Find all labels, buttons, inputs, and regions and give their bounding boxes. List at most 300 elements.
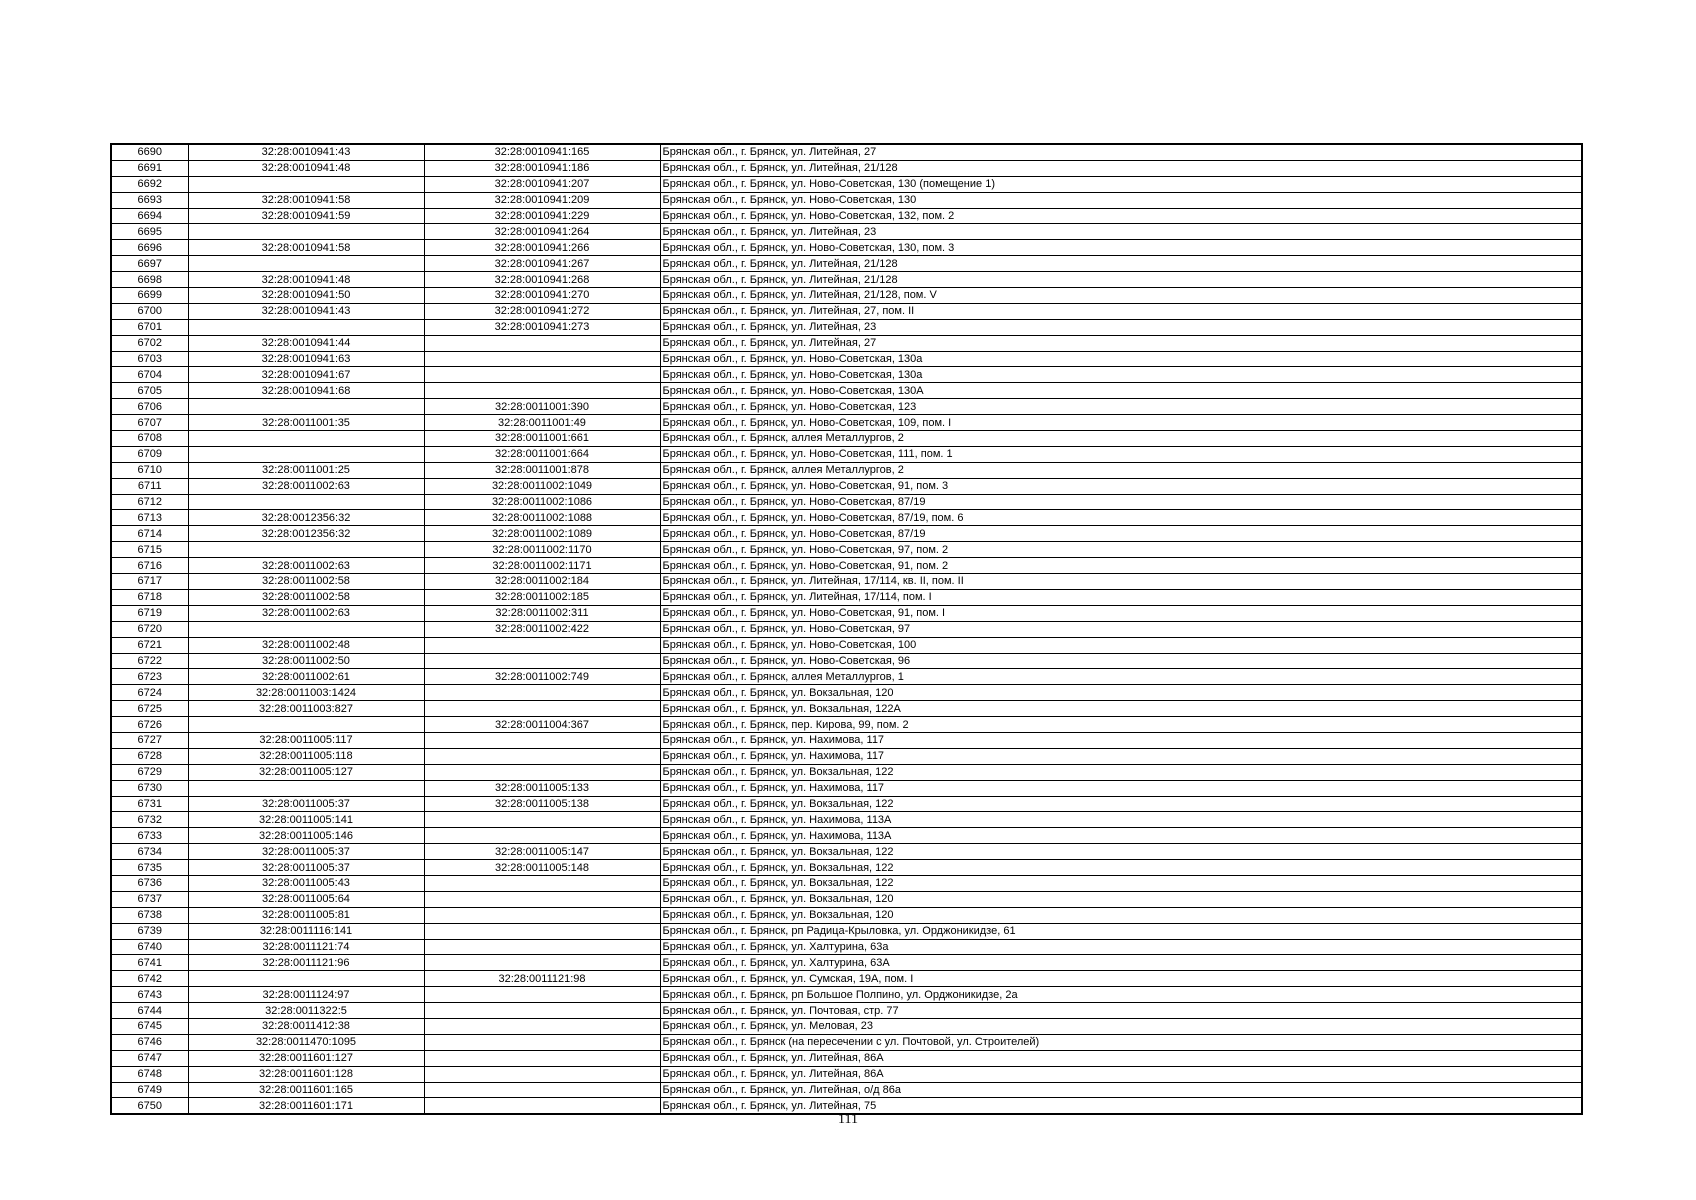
row-number-cell: 6715 <box>111 542 188 558</box>
row-number-cell: 6727 <box>111 732 188 748</box>
address-cell: Брянская обл., г. Брянск, ул. Литейная, 23 <box>660 224 1582 240</box>
row-number-cell: 6748 <box>111 1066 188 1082</box>
object-cadastral-number-cell: 32:28:0011001:664 <box>424 446 660 462</box>
row-number-cell: 6737 <box>111 891 188 907</box>
table-row <box>111 891 1582 907</box>
table-row <box>111 1034 1582 1050</box>
object-cadastral-number-cell: 32:28:0011005:133 <box>424 780 660 796</box>
land-cadastral-number-cell: 32:28:0010941:58 <box>188 240 424 256</box>
table-row <box>111 303 1582 319</box>
table-row <box>111 478 1582 494</box>
address-cell: Брянская обл., г. Брянск, ул. Ново-Советская, 130а <box>660 367 1582 383</box>
address-cell: Брянская обл., г. Брянск, ул. Нахимова, 117 <box>660 780 1582 796</box>
object-cadastral-number-cell: 32:28:0011005:147 <box>424 844 660 860</box>
registry-table-body <box>111 144 1582 1114</box>
object-cadastral-number-cell: 32:28:0010941:268 <box>424 272 660 288</box>
table-row <box>111 208 1582 224</box>
table-row <box>111 367 1582 383</box>
land-cadastral-number-cell: 32:28:0011005:37 <box>188 796 424 812</box>
row-number-cell: 6740 <box>111 939 188 955</box>
land-cadastral-number-cell: 32:28:0010941:50 <box>188 288 424 304</box>
table-row <box>111 907 1582 923</box>
row-number-cell: 6724 <box>111 685 188 701</box>
address-cell: Брянская обл., г. Брянск, ул. Литейная, 21/128 <box>660 160 1582 176</box>
row-number-cell: 6700 <box>111 303 188 319</box>
table-row <box>111 399 1582 415</box>
table-row <box>111 987 1582 1003</box>
table-row <box>111 1066 1582 1082</box>
table-row <box>111 1050 1582 1066</box>
row-number-cell: 6726 <box>111 717 188 733</box>
row-number-cell: 6696 <box>111 240 188 256</box>
row-number-cell: 6713 <box>111 510 188 526</box>
table-row <box>111 844 1582 860</box>
row-number-cell: 6739 <box>111 923 188 939</box>
object-cadastral-number-cell: 32:28:0011121:98 <box>424 971 660 987</box>
land-cadastral-number-cell: 32:28:0011121:74 <box>188 939 424 955</box>
address-cell: Брянская обл., г. Брянск, ул. Вокзальная, 122 <box>660 860 1582 876</box>
table-row <box>111 637 1582 653</box>
table-row <box>111 558 1582 574</box>
object-cadastral-number-cell <box>424 828 660 844</box>
row-number-cell: 6702 <box>111 335 188 351</box>
land-cadastral-number-cell: 32:28:0011124:97 <box>188 987 424 1003</box>
table-row <box>111 1003 1582 1019</box>
table-row <box>111 494 1582 510</box>
row-number-cell: 6711 <box>111 478 188 494</box>
object-cadastral-number-cell <box>424 1082 660 1098</box>
land-cadastral-number-cell: 32:28:0010941:43 <box>188 144 424 160</box>
address-cell: Брянская обл., г. Брянск, ул. Ново-Советская, 100 <box>660 637 1582 653</box>
row-number-cell: 6701 <box>111 319 188 335</box>
object-cadastral-number-cell <box>424 653 660 669</box>
land-cadastral-number-cell: 32:28:0011005:117 <box>188 732 424 748</box>
land-cadastral-number-cell: 32:28:0011002:63 <box>188 478 424 494</box>
table-row <box>111 923 1582 939</box>
row-number-cell: 6692 <box>111 176 188 192</box>
table-row <box>111 319 1582 335</box>
address-cell: Брянская обл., г. Брянск, рп Радица-Крыловка, ул. Орджоникидзе, 61 <box>660 923 1582 939</box>
address-cell: Брянская обл., г. Брянск, ул. Вокзальная, 122 <box>660 875 1582 891</box>
table-row <box>111 431 1582 447</box>
object-cadastral-number-cell: 32:28:0011001:49 <box>424 415 660 431</box>
row-number-cell: 6732 <box>111 812 188 828</box>
address-cell: Брянская обл., г. Брянск, ул. Вокзальная, 120 <box>660 891 1582 907</box>
row-number-cell: 6709 <box>111 446 188 462</box>
address-cell: Брянская обл., г. Брянск, ул. Литейная, 17/114, кв. II, пом. II <box>660 574 1582 590</box>
object-cadastral-number-cell: 32:28:0010941:207 <box>424 176 660 192</box>
table-row <box>111 335 1582 351</box>
address-cell: Брянская обл., г. Брянск, ул. Литейная, 21/128 <box>660 256 1582 272</box>
land-cadastral-number-cell: 32:28:0011322:5 <box>188 1003 424 1019</box>
object-cadastral-number-cell <box>424 907 660 923</box>
object-cadastral-number-cell: 32:28:0011002:1170 <box>424 542 660 558</box>
table-row <box>111 685 1582 701</box>
land-cadastral-number-cell: 32:28:0011002:61 <box>188 669 424 685</box>
address-cell: Брянская обл., г. Брянск, ул. Литейная, 27 <box>660 335 1582 351</box>
table-row <box>111 653 1582 669</box>
row-number-cell: 6699 <box>111 288 188 304</box>
row-number-cell: 6719 <box>111 605 188 621</box>
address-cell: Брянская обл., г. Брянск, ул. Ново-Советская, 87/19 <box>660 494 1582 510</box>
object-cadastral-number-cell <box>424 335 660 351</box>
land-cadastral-number-cell: 32:28:0011002:58 <box>188 589 424 605</box>
object-cadastral-number-cell: 32:28:0011001:661 <box>424 431 660 447</box>
object-cadastral-number-cell <box>424 732 660 748</box>
table-row <box>111 462 1582 478</box>
object-cadastral-number-cell <box>424 367 660 383</box>
land-cadastral-number-cell <box>188 780 424 796</box>
row-number-cell: 6738 <box>111 907 188 923</box>
table-row <box>111 764 1582 780</box>
address-cell: Брянская обл., г. Брянск (на пересечении с ул. Почтовой, ул. Строителей) <box>660 1034 1582 1050</box>
land-cadastral-number-cell <box>188 399 424 415</box>
address-cell: Брянская обл., г. Брянск, ул. Литейная, 27, пом. II <box>660 303 1582 319</box>
land-cadastral-number-cell: 32:28:0011005:64 <box>188 891 424 907</box>
address-cell: Брянская обл., г. Брянск, ул. Литейная, о/д 86а <box>660 1082 1582 1098</box>
address-cell: Брянская обл., г. Брянск, ул. Меловая, 23 <box>660 1018 1582 1034</box>
address-cell: Брянская обл., г. Брянск, ул. Халтурина, 63а <box>660 939 1582 955</box>
address-cell: Брянская обл., г. Брянск, ул. Ново-Советская, 132, пом. 2 <box>660 208 1582 224</box>
row-number-cell: 6730 <box>111 780 188 796</box>
land-cadastral-number-cell: 32:28:0010941:48 <box>188 272 424 288</box>
table-row <box>111 240 1582 256</box>
address-cell: Брянская обл., г. Брянск, пер. Кирова, 99, пом. 2 <box>660 717 1582 733</box>
table-row <box>111 732 1582 748</box>
object-cadastral-number-cell: 32:28:0011002:1171 <box>424 558 660 574</box>
table-row <box>111 446 1582 462</box>
row-number-cell: 6747 <box>111 1050 188 1066</box>
address-cell: Брянская обл., г. Брянск, ул. Вокзальная, 122 <box>660 796 1582 812</box>
address-cell: Брянская обл., г. Брянск, ул. Ново-Советская, 130 <box>660 192 1582 208</box>
address-cell: Брянская обл., г. Брянск, ул. Ново-Советская, 130, пом. 3 <box>660 240 1582 256</box>
land-cadastral-number-cell: 32:28:0011005:37 <box>188 844 424 860</box>
address-cell: Брянская обл., г. Брянск, ул. Нахимова, 113А <box>660 812 1582 828</box>
object-cadastral-number-cell <box>424 383 660 399</box>
table-row <box>111 415 1582 431</box>
object-cadastral-number-cell <box>424 1018 660 1034</box>
table-row <box>111 1018 1582 1034</box>
land-cadastral-number-cell: 32:28:0011003:827 <box>188 701 424 717</box>
land-cadastral-number-cell: 32:28:0011121:96 <box>188 955 424 971</box>
address-cell: Брянская обл., г. Брянск, ул. Вокзальная, 120 <box>660 907 1582 923</box>
address-cell: Брянская обл., г. Брянск, ул. Литейная, 21/128 <box>660 272 1582 288</box>
table-row <box>111 717 1582 733</box>
object-cadastral-number-cell <box>424 351 660 367</box>
row-number-cell: 6723 <box>111 669 188 685</box>
row-number-cell: 6705 <box>111 383 188 399</box>
row-number-cell: 6708 <box>111 431 188 447</box>
object-cadastral-number-cell: 32:28:0011001:390 <box>424 399 660 415</box>
object-cadastral-number-cell <box>424 1050 660 1066</box>
table-row <box>111 796 1582 812</box>
address-cell: Брянская обл., г. Брянск, ул. Вокзальная, 122А <box>660 701 1582 717</box>
row-number-cell: 6717 <box>111 574 188 590</box>
object-cadastral-number-cell: 32:28:0011002:1049 <box>424 478 660 494</box>
address-cell: Брянская обл., г. Брянск, ул. Ново-Советская, 91, пом. I <box>660 605 1582 621</box>
land-cadastral-number-cell: 32:28:0010941:43 <box>188 303 424 319</box>
table-row <box>111 812 1582 828</box>
object-cadastral-number-cell <box>424 701 660 717</box>
object-cadastral-number-cell: 32:28:0011002:422 <box>424 621 660 637</box>
address-cell: Брянская обл., г. Брянск, ул. Вокзальная, 120 <box>660 685 1582 701</box>
address-cell: Брянская обл., г. Брянск, ул. Сумская, 19А, пом. I <box>660 971 1582 987</box>
address-cell: Брянская обл., г. Брянск, ул. Вокзальная, 122 <box>660 764 1582 780</box>
object-cadastral-number-cell: 32:28:0011002:1089 <box>424 526 660 542</box>
object-cadastral-number-cell: 32:28:0011004:367 <box>424 717 660 733</box>
object-cadastral-number-cell: 32:28:0010941:272 <box>424 303 660 319</box>
land-cadastral-number-cell: 32:28:0011001:35 <box>188 415 424 431</box>
land-cadastral-number-cell: 32:28:0011005:37 <box>188 860 424 876</box>
table-row <box>111 955 1582 971</box>
table-row <box>111 574 1582 590</box>
row-number-cell: 6703 <box>111 351 188 367</box>
table-row <box>111 144 1582 160</box>
table-row <box>111 383 1582 399</box>
table-row <box>111 160 1582 176</box>
object-cadastral-number-cell: 32:28:0011002:749 <box>424 669 660 685</box>
table-row <box>111 971 1582 987</box>
object-cadastral-number-cell: 32:28:0010941:267 <box>424 256 660 272</box>
land-cadastral-number-cell: 32:28:0011005:141 <box>188 812 424 828</box>
object-cadastral-number-cell: 32:28:0011005:148 <box>424 860 660 876</box>
address-cell: Брянская обл., г. Брянск, ул. Вокзальная, 122 <box>660 844 1582 860</box>
land-cadastral-number-cell: 32:28:0011002:48 <box>188 637 424 653</box>
row-number-cell: 6746 <box>111 1034 188 1050</box>
address-cell: Брянская обл., г. Брянск, ул. Ново-Советская, 130А <box>660 383 1582 399</box>
registry-table <box>110 143 1583 1115</box>
table-row <box>111 256 1582 272</box>
address-cell: Брянская обл., г. Брянск, ул. Литейная, 27 <box>660 144 1582 160</box>
table-row <box>111 176 1582 192</box>
table-row <box>111 860 1582 876</box>
address-cell: Брянская обл., г. Брянск, ул. Литейная, 75 <box>662 1099 877 1112</box>
table-row <box>111 272 1582 288</box>
address-cell: Брянская обл., г. Брянск, ул. Нахимова, 117 <box>660 732 1582 748</box>
address-cell: Брянская обл., г. Брянск, ул. Ново-Советская, 109, пом. I <box>660 415 1582 431</box>
row-number-cell: 6729 <box>111 764 188 780</box>
object-cadastral-number-cell: 32:28:0010941:165 <box>424 144 660 160</box>
object-cadastral-number-cell: 32:28:0010941:270 <box>424 288 660 304</box>
table-row <box>111 780 1582 796</box>
table-row <box>111 526 1582 542</box>
table-row <box>111 351 1582 367</box>
table-row <box>111 828 1582 844</box>
row-number-cell: 6697 <box>111 256 188 272</box>
row-number-cell: 6734 <box>111 844 188 860</box>
address-cell: Брянская обл., г. Брянск, ул. Ново-Советская, 96 <box>660 653 1582 669</box>
land-cadastral-number-cell: 32:28:0010941:68 <box>188 383 424 399</box>
land-cadastral-number-cell: 32:28:0012356:32 <box>188 526 424 542</box>
object-cadastral-number-cell: 32:28:0011002:1086 <box>424 494 660 510</box>
address-cell: Брянская обл., г. Брянск, ул. Ново-Советская, 87/19, пом. 6 <box>660 510 1582 526</box>
row-number-cell: 6743 <box>111 987 188 1003</box>
land-cadastral-number-cell: 32:28:0011005:81 <box>188 907 424 923</box>
land-cadastral-number-cell: 32:28:0010941:48 <box>188 160 424 176</box>
row-number-cell: 6706 <box>111 399 188 415</box>
object-cadastral-number-cell: 32:28:0010941:264 <box>424 224 660 240</box>
object-cadastral-number-cell <box>424 1034 660 1050</box>
page-number: 111 <box>838 1112 858 1127</box>
address-cell: Брянская обл., г. Брянск, ул. Ново-Советская, 123 <box>660 399 1582 415</box>
land-cadastral-number-cell <box>188 494 424 510</box>
row-number-cell: 6721 <box>111 637 188 653</box>
row-number-cell: 6693 <box>111 192 188 208</box>
row-number-cell: 6728 <box>111 748 188 764</box>
land-cadastral-number-cell <box>188 446 424 462</box>
row-number-cell: 6716 <box>111 558 188 574</box>
address-cell: Брянская обл., г. Брянск, ул. Литейная, 23 <box>660 319 1582 335</box>
row-number-cell: 6736 <box>111 875 188 891</box>
land-cadastral-number-cell <box>188 717 424 733</box>
row-number-cell: 6710 <box>111 462 188 478</box>
row-number-cell: 6694 <box>111 208 188 224</box>
land-cadastral-number-cell: 32:28:0011002:63 <box>188 605 424 621</box>
land-cadastral-number-cell <box>188 256 424 272</box>
row-number-cell: 6749 <box>111 1082 188 1098</box>
row-number-cell: 6745 <box>111 1018 188 1034</box>
object-cadastral-number-cell: 32:28:0010941:209 <box>424 192 660 208</box>
object-cadastral-number-cell: 32:28:0011002:184 <box>424 574 660 590</box>
row-number-cell: 6742 <box>111 971 188 987</box>
land-cadastral-number-cell: 32:28:0011005:127 <box>188 764 424 780</box>
address-cell: Брянская обл., г. Брянск, аллея Металлургов, 1 <box>660 669 1582 685</box>
land-cadastral-number-cell: 32:28:0011601:171 <box>188 1098 424 1114</box>
row-number-cell: 6714 <box>111 526 188 542</box>
object-cadastral-number-cell: 32:28:0011002:185 <box>424 589 660 605</box>
address-cell: Брянская обл., г. Брянск, ул. Ново-Советская, 97, пом. 2 <box>660 542 1582 558</box>
land-cadastral-number-cell: 32:28:0011601:128 <box>188 1066 424 1082</box>
land-cadastral-number-cell: 32:28:0011005:43 <box>188 875 424 891</box>
row-number-cell: 6704 <box>111 367 188 383</box>
land-cadastral-number-cell <box>188 176 424 192</box>
table-row <box>111 1082 1582 1098</box>
land-cadastral-number-cell <box>188 319 424 335</box>
land-cadastral-number-cell <box>188 224 424 240</box>
object-cadastral-number-cell <box>424 875 660 891</box>
row-number-cell: 6712 <box>111 494 188 510</box>
address-cell: Брянская обл., г. Брянск, ул. Почтовая, стр. 77 <box>660 1003 1582 1019</box>
object-cadastral-number-cell <box>424 1066 660 1082</box>
land-cadastral-number-cell <box>188 542 424 558</box>
table-row <box>111 589 1582 605</box>
land-cadastral-number-cell: 32:28:0011601:127 <box>188 1050 424 1066</box>
object-cadastral-number-cell <box>424 637 660 653</box>
row-number-cell: 6718 <box>111 589 188 605</box>
land-cadastral-number-cell <box>188 621 424 637</box>
object-cadastral-number-cell <box>424 955 660 971</box>
object-cadastral-number-cell <box>424 764 660 780</box>
address-cell: Брянская обл., г. Брянск, ул. Ново-Советская, 130а <box>660 351 1582 367</box>
object-cadastral-number-cell <box>424 812 660 828</box>
land-cadastral-number-cell: 32:28:0011001:25 <box>188 462 424 478</box>
address-cell: Брянская обл., г. Брянск, ул. Ново-Советская, 91, пом. 3 <box>660 478 1582 494</box>
land-cadastral-number-cell <box>188 971 424 987</box>
address-cell: Брянская обл., г. Брянск, ул. Литейная, 21/128, пом. V <box>660 288 1582 304</box>
row-number-cell: 6733 <box>111 828 188 844</box>
address-cell: Брянская обл., г. Брянск, ул. Халтурина, 63А <box>660 955 1582 971</box>
land-cadastral-number-cell: 32:28:0011002:50 <box>188 653 424 669</box>
land-cadastral-number-cell <box>188 431 424 447</box>
land-cadastral-number-cell: 32:28:0012356:32 <box>188 510 424 526</box>
land-cadastral-number-cell: 32:28:0010941:67 <box>188 367 424 383</box>
land-cadastral-number-cell: 32:28:0011470:1095 <box>188 1034 424 1050</box>
address-cell: Брянская обл., г. Брянск, ул. Нахимова, 117 <box>660 748 1582 764</box>
address-cell: Брянская обл., г. Брянск, рп Большое Полпино, ул. Орджоникидзе, 2а <box>660 987 1582 1003</box>
land-cadastral-number-cell: 32:28:0010941:44 <box>188 335 424 351</box>
land-cadastral-number-cell: 32:28:0011601:165 <box>188 1082 424 1098</box>
object-cadastral-number-cell <box>424 1003 660 1019</box>
table-row <box>111 621 1582 637</box>
object-cadastral-number-cell <box>424 939 660 955</box>
row-number-cell: 6698 <box>111 272 188 288</box>
table-row <box>111 288 1582 304</box>
address-cell: Брянская обл., г. Брянск, аллея Металлургов, 2 <box>660 431 1582 447</box>
row-number-cell: 6731 <box>111 796 188 812</box>
address-cell: Брянская обл., г. Брянск, ул. Ново-Советская, 97 <box>660 621 1582 637</box>
land-cadastral-number-cell: 32:28:0011116:141 <box>188 923 424 939</box>
land-cadastral-number-cell: 32:28:0010941:63 <box>188 351 424 367</box>
address-cell: Брянская обл., г. Брянск, аллея Металлургов, 2 <box>660 462 1582 478</box>
row-number-cell: 6720 <box>111 621 188 637</box>
row-number-cell: 6750 <box>111 1098 188 1114</box>
row-number-cell: 6744 <box>111 1003 188 1019</box>
table-row <box>111 669 1582 685</box>
address-cell: Брянская обл., г. Брянск, ул. Ново-Советская, 111, пом. 1 <box>660 446 1582 462</box>
table-row <box>111 224 1582 240</box>
object-cadastral-number-cell: 32:28:0010941:273 <box>424 319 660 335</box>
row-number-cell: 6707 <box>111 415 188 431</box>
object-cadastral-number-cell: 32:28:0010941:229 <box>424 208 660 224</box>
row-number-cell: 6741 <box>111 955 188 971</box>
object-cadastral-number-cell: 32:28:0011005:138 <box>424 796 660 812</box>
table-row <box>111 748 1582 764</box>
object-cadastral-number-cell: 32:28:0011002:311 <box>424 605 660 621</box>
table-row <box>111 939 1582 955</box>
table-row <box>111 192 1582 208</box>
address-cell: Брянская обл., г. Брянск, ул. Нахимова, 113А <box>660 828 1582 844</box>
object-cadastral-number-cell: 32:28:0010941:266 <box>424 240 660 256</box>
address-cell: Брянская обл., г. Брянск, ул. Литейная, 86А <box>660 1066 1582 1082</box>
land-cadastral-number-cell: 32:28:0010941:58 <box>188 192 424 208</box>
address-cell: Брянская обл., г. Брянск, ул. Ново-Советская, 130 (помещение 1) <box>660 176 1582 192</box>
address-cell: Брянская обл., г. Брянск, ул. Литейная, 86А <box>660 1050 1582 1066</box>
row-number-cell: 6725 <box>111 701 188 717</box>
land-cadastral-number-cell: 32:28:0010941:59 <box>188 208 424 224</box>
table-row <box>111 875 1582 891</box>
land-cadastral-number-cell: 32:28:0011003:1424 <box>188 685 424 701</box>
object-cadastral-number-cell <box>424 923 660 939</box>
object-cadastral-number-cell <box>424 685 660 701</box>
object-cadastral-number-cell <box>424 987 660 1003</box>
address-cell: Брянская обл., г. Брянск, ул. Литейная, 17/114, пом. I <box>660 589 1582 605</box>
row-number-cell: 6690 <box>111 144 188 160</box>
land-cadastral-number-cell: 32:28:0011005:118 <box>188 748 424 764</box>
table-row <box>111 605 1582 621</box>
table-row <box>111 510 1582 526</box>
object-cadastral-number-cell: 32:28:0010941:186 <box>424 160 660 176</box>
address-cell: Брянская обл., г. Брянск, ул. Ново-Советская, 91, пом. 2 <box>660 558 1582 574</box>
object-cadastral-number-cell <box>424 891 660 907</box>
row-number-cell: 6735 <box>111 860 188 876</box>
object-cadastral-number-cell: 32:28:0011002:1088 <box>424 510 660 526</box>
object-cadastral-number-cell <box>424 748 660 764</box>
land-cadastral-number-cell: 32:28:0011005:146 <box>188 828 424 844</box>
address-cell: Брянская обл., г. Брянск, ул. Ново-Советская, 87/19 <box>660 526 1582 542</box>
table-row <box>111 701 1582 717</box>
row-number-cell: 6722 <box>111 653 188 669</box>
land-cadastral-number-cell: 32:28:0011002:63 <box>188 558 424 574</box>
